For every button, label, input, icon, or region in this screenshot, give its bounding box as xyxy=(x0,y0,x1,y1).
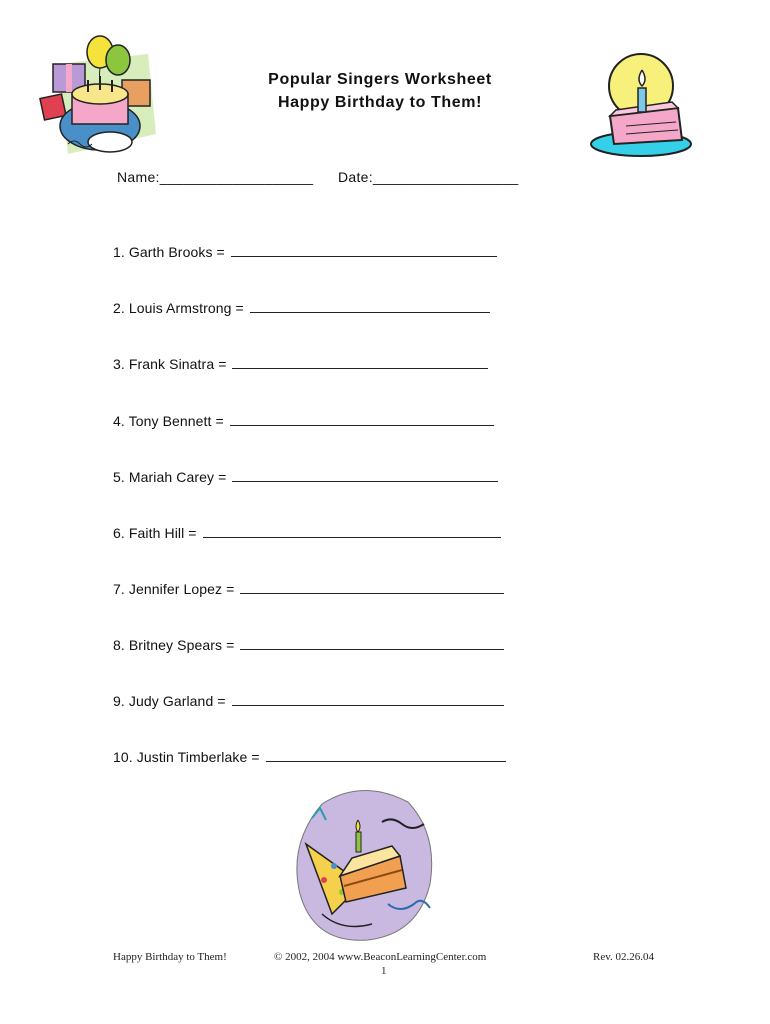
answer-blank xyxy=(250,299,490,313)
singer-label: 5. Mariah Carey = xyxy=(113,469,227,485)
answer-blank xyxy=(232,692,504,706)
date-field-label: Date:__________________ xyxy=(338,169,519,185)
footer-left: Happy Birthday to Them! xyxy=(113,951,227,963)
answer-blank xyxy=(203,524,501,538)
list-item xyxy=(113,580,504,597)
singer-label: 3. Frank Sinatra = xyxy=(113,356,227,372)
singer-label: 6. Faith Hill = xyxy=(113,525,197,541)
answer-blank xyxy=(232,468,498,482)
singer-label: 7. Jennifer Lopez = xyxy=(113,581,235,597)
list-item xyxy=(113,355,488,372)
list-item xyxy=(113,748,506,765)
footer-revision: Rev. 02.26.04 xyxy=(593,951,655,963)
list-item xyxy=(113,468,498,485)
list-item xyxy=(113,636,504,653)
list-item xyxy=(113,243,497,260)
worksheet-title xyxy=(200,68,560,114)
birthday-cake-balloons-clipart xyxy=(38,34,162,164)
answer-blank xyxy=(230,412,494,426)
singer-label: 1. Garth Brooks = xyxy=(113,244,225,260)
singer-label: 9. Judy Garland = xyxy=(113,693,226,709)
answer-blank xyxy=(231,243,497,257)
singer-label: 10. Justin Timberlake = xyxy=(113,749,260,765)
list-item xyxy=(113,524,501,541)
answer-blank xyxy=(232,355,488,369)
list-item xyxy=(113,299,490,316)
title-line-1: Popular Singers Worksheet xyxy=(268,71,492,88)
list-item xyxy=(113,412,494,429)
party-cake-streamers-clipart xyxy=(292,784,438,944)
list-item xyxy=(113,692,504,709)
answer-blank xyxy=(266,748,506,762)
answer-blank xyxy=(240,636,504,650)
singer-label: 8. Britney Spears = xyxy=(113,637,235,653)
singer-label: 4. Tony Bennett = xyxy=(113,413,224,429)
footer-copyright: © 2002, 2004 www.BeaconLearningCenter.com xyxy=(274,951,487,963)
name-field-label: Name:___________________ xyxy=(117,169,314,185)
cake-slice-candle-clipart xyxy=(586,44,696,162)
page-number: 1 xyxy=(381,965,387,977)
answer-blank xyxy=(240,580,504,594)
singer-label: 2. Louis Armstrong = xyxy=(113,300,244,316)
title-line-2: Happy Birthday to Them! xyxy=(277,94,483,111)
